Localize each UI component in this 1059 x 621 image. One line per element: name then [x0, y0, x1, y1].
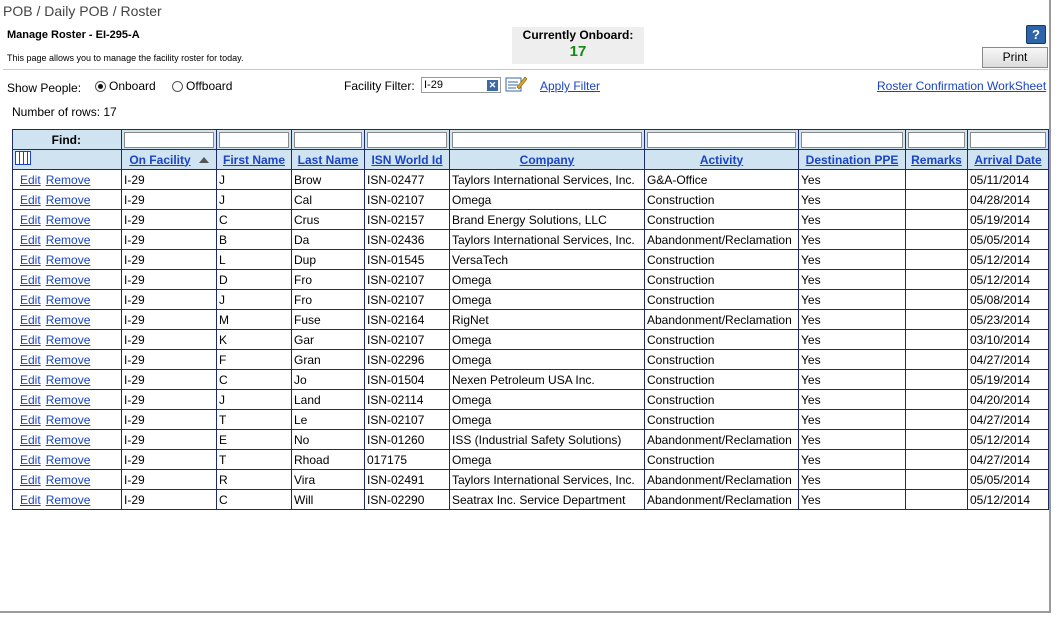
cell-arrival-date: 05/19/2014 — [968, 210, 1049, 230]
help-icon[interactable]: ? — [1026, 25, 1046, 44]
cell-activity: Construction — [645, 390, 799, 410]
table-row — [13, 190, 1049, 210]
cell-isn-world-id: ISN-02491 — [365, 470, 450, 490]
find-cell — [799, 130, 906, 150]
cell-arrival-date: 05/12/2014 — [968, 250, 1049, 270]
cell-on-facility: I-29 — [122, 210, 217, 230]
cell-destination-ppe: Yes — [799, 430, 906, 450]
remove-link[interactable]: Remove — [45, 432, 91, 447]
find-destination-input[interactable] — [801, 132, 903, 148]
find-label: Find: — [13, 130, 122, 150]
edit-link[interactable]: Edit — [20, 432, 41, 447]
cell-arrival-date: 05/12/2014 — [968, 270, 1049, 290]
cell-arrival-date: 05/11/2014 — [968, 170, 1049, 190]
cell-isn-world-id: ISN-02477 — [365, 170, 450, 190]
cell-destination-ppe: Yes — [799, 410, 906, 430]
edit-link[interactable]: Edit — [20, 492, 41, 507]
row-actions — [13, 250, 122, 270]
cell-activity: Construction — [645, 250, 799, 270]
cell-destination-ppe: Yes — [799, 270, 906, 290]
table-row — [13, 330, 1049, 350]
edit-link[interactable]: Edit — [20, 392, 41, 407]
cell-arrival-date: 05/23/2014 — [968, 310, 1049, 330]
cell-arrival-date: 05/12/2014 — [968, 490, 1049, 510]
cell-activity: Construction — [645, 450, 799, 470]
cell-destination-ppe: Yes — [799, 190, 906, 210]
cell-company: Omega — [450, 190, 645, 210]
row-actions — [13, 490, 122, 510]
cell-company: Brand Energy Solutions, LLC — [450, 210, 645, 230]
cell-first-name: C — [217, 490, 292, 510]
cell-isn-world-id: ISN-02107 — [365, 330, 450, 350]
cell-activity: Abandonment/Reclamation — [645, 230, 799, 250]
cell-remarks — [906, 210, 968, 230]
remove-link[interactable]: Remove — [45, 412, 91, 427]
find-cell — [968, 130, 1049, 150]
cell-remarks — [906, 490, 968, 510]
cell-last-name: Dup — [292, 250, 365, 270]
header-first-name[interactable]: First Name — [217, 150, 292, 170]
cell-destination-ppe: Yes — [799, 230, 906, 250]
cell-remarks — [906, 410, 968, 430]
cell-last-name: Land — [292, 390, 365, 410]
cell-last-name: No — [292, 430, 365, 450]
row-actions — [13, 190, 122, 210]
find-row — [13, 130, 1049, 150]
cell-first-name: R — [217, 470, 292, 490]
clear-filter-icon[interactable]: ✕ — [488, 80, 497, 90]
header-row — [13, 150, 1049, 170]
cell-destination-ppe: Yes — [799, 310, 906, 330]
cell-on-facility: I-29 — [122, 310, 217, 330]
cell-arrival-date: 03/10/2014 — [968, 330, 1049, 350]
cell-first-name: T — [217, 410, 292, 430]
find-cell — [292, 130, 365, 150]
cell-last-name: Cal — [292, 190, 365, 210]
radio-offboard-button[interactable] — [172, 81, 183, 92]
row-actions — [13, 370, 122, 390]
row-actions — [13, 390, 122, 410]
cell-remarks — [906, 470, 968, 490]
remove-link[interactable]: Remove — [45, 392, 91, 407]
cell-on-facility: I-29 — [122, 370, 217, 390]
cell-first-name: K — [217, 330, 292, 350]
remove-link[interactable]: Remove — [45, 232, 91, 247]
edit-link[interactable]: Edit — [20, 332, 41, 347]
cell-first-name: E — [217, 430, 292, 450]
cell-isn-world-id: ISN-02114 — [365, 390, 450, 410]
find-remarks-input[interactable] — [908, 132, 965, 148]
cell-activity: G&A-Office — [645, 170, 799, 190]
find-cell — [645, 130, 799, 150]
table-row — [13, 310, 1049, 330]
page-title: Manage Roster - EI-295-A — [7, 29, 140, 41]
cell-company: Omega — [450, 330, 645, 350]
cell-on-facility: I-29 — [122, 350, 217, 370]
cell-on-facility: I-29 — [122, 230, 217, 250]
table-row — [13, 410, 1049, 430]
header-destination-ppe[interactable]: Destination PPE — [799, 150, 906, 170]
radio-onboard-label: Onboard — [109, 79, 156, 93]
table-row — [13, 230, 1049, 250]
cell-destination-ppe: Yes — [799, 330, 906, 350]
cell-first-name: L — [217, 250, 292, 270]
cell-on-facility: I-29 — [122, 410, 217, 430]
cell-on-facility: I-29 — [122, 390, 217, 410]
cell-remarks — [906, 330, 968, 350]
cell-activity: Abandonment/Reclamation — [645, 470, 799, 490]
cell-on-facility: I-29 — [122, 190, 217, 210]
edit-link[interactable]: Edit — [20, 172, 41, 187]
cell-remarks — [906, 310, 968, 330]
remove-link[interactable]: Remove — [45, 452, 91, 467]
cell-isn-world-id: ISN-02436 — [365, 230, 450, 250]
cell-first-name: M — [217, 310, 292, 330]
cell-first-name: D — [217, 270, 292, 290]
edit-filter-icon[interactable] — [505, 75, 527, 93]
cell-remarks — [906, 430, 968, 450]
row-actions — [13, 430, 122, 450]
cell-destination-ppe: Yes — [799, 290, 906, 310]
cell-company: Taylors International Services, Inc. — [450, 170, 645, 190]
table-row — [13, 450, 1049, 470]
cell-on-facility: I-29 — [122, 490, 217, 510]
cell-company: ISS (Industrial Safety Solutions) — [450, 430, 645, 450]
cell-last-name: Vira — [292, 470, 365, 490]
cell-company: Nexen Petroleum USA Inc. — [450, 370, 645, 390]
breadcrumb: POB / Daily POB / Roster — [3, 3, 162, 19]
cell-first-name: C — [217, 210, 292, 230]
cell-on-facility: I-29 — [122, 330, 217, 350]
cell-remarks — [906, 370, 968, 390]
row-actions — [13, 330, 122, 350]
find-cell — [906, 130, 968, 150]
cell-on-facility: I-29 — [122, 170, 217, 190]
cell-destination-ppe: Yes — [799, 370, 906, 390]
cell-last-name: Fro — [292, 290, 365, 310]
cell-company: Omega — [450, 290, 645, 310]
cell-isn-world-id: ISN-02107 — [365, 270, 450, 290]
cell-destination-ppe: Yes — [799, 350, 906, 370]
edit-link[interactable]: Edit — [20, 412, 41, 427]
cell-isn-world-id: ISN-02296 — [365, 350, 450, 370]
table-row — [13, 490, 1049, 510]
find-cell — [365, 130, 450, 150]
edit-link[interactable]: Edit — [20, 312, 41, 327]
cell-company: Omega — [450, 270, 645, 290]
cell-first-name: J — [217, 170, 292, 190]
table-row — [13, 170, 1049, 190]
cell-activity: Construction — [645, 410, 799, 430]
radio-offboard-label: Offboard — [186, 79, 233, 93]
cell-first-name: C — [217, 370, 292, 390]
cell-arrival-date: 05/05/2014 — [968, 230, 1049, 250]
cell-arrival-date: 04/27/2014 — [968, 410, 1049, 430]
row-actions — [13, 170, 122, 190]
cell-last-name: Crus — [292, 210, 365, 230]
cell-on-facility: I-29 — [122, 250, 217, 270]
column-chooser-icon[interactable] — [15, 151, 31, 165]
remove-link[interactable]: Remove — [45, 352, 91, 367]
cell-on-facility: I-29 — [122, 270, 217, 290]
cell-first-name: B — [217, 230, 292, 250]
cell-company: Omega — [450, 350, 645, 370]
cell-last-name: Rhoad — [292, 450, 365, 470]
column-selector-header[interactable] — [13, 150, 122, 170]
cell-isn-world-id: ISN-02107 — [365, 190, 450, 210]
roster-table — [12, 129, 1049, 510]
cell-activity: Construction — [645, 270, 799, 290]
cell-isn-world-id: ISN-02107 — [365, 290, 450, 310]
onboard-summary — [512, 27, 644, 64]
facility-filter-label: Facility Filter: — [344, 79, 415, 93]
table-row — [13, 370, 1049, 390]
table-row — [13, 210, 1049, 230]
remove-link[interactable]: Remove — [45, 212, 91, 227]
cell-first-name: J — [217, 190, 292, 210]
cell-arrival-date: 05/05/2014 — [968, 470, 1049, 490]
remove-link[interactable]: Remove — [45, 272, 91, 287]
header-company[interactable]: Company — [450, 150, 645, 170]
cell-destination-ppe: Yes — [799, 170, 906, 190]
row-actions — [13, 270, 122, 290]
cell-first-name: T — [217, 450, 292, 470]
table-row — [13, 270, 1049, 290]
cell-destination-ppe: Yes — [799, 490, 906, 510]
find-isn-input[interactable] — [367, 132, 447, 148]
cell-remarks — [906, 390, 968, 410]
cell-isn-world-id: ISN-02164 — [365, 310, 450, 330]
cell-isn-world-id: ISN-02107 — [365, 410, 450, 430]
cell-isn-world-id: ISN-01260 — [365, 430, 450, 450]
row-actions — [13, 310, 122, 330]
header-last-name[interactable]: Last Name — [292, 150, 365, 170]
cell-destination-ppe: Yes — [799, 470, 906, 490]
page-description: This page allows you to manage the facility roster for today. — [7, 53, 244, 63]
table-row — [13, 250, 1049, 270]
cell-remarks — [906, 230, 968, 250]
radio-onboard[interactable] — [95, 79, 156, 93]
find-arrival-input[interactable] — [970, 132, 1046, 148]
find-cell — [122, 130, 217, 150]
header-on-facility[interactable] — [122, 150, 217, 170]
cell-activity: Construction — [645, 190, 799, 210]
cell-company: Taylors International Services, Inc. — [450, 230, 645, 250]
onboard-label: Currently Onboard: — [522, 28, 634, 42]
sort-asc-icon — [199, 157, 209, 163]
cell-activity: Abandonment/Reclamation — [645, 310, 799, 330]
cell-destination-ppe: Yes — [799, 450, 906, 470]
table-row — [13, 290, 1049, 310]
remove-link[interactable]: Remove — [45, 172, 91, 187]
rows-count: Number of rows: 17 — [12, 105, 117, 119]
cell-remarks — [906, 450, 968, 470]
cell-company: RigNet — [450, 310, 645, 330]
cell-company: Seatrax Inc. Service Department — [450, 490, 645, 510]
row-actions — [13, 230, 122, 250]
cell-first-name: J — [217, 390, 292, 410]
edit-link[interactable]: Edit — [20, 212, 41, 227]
cell-destination-ppe: Yes — [799, 250, 906, 270]
cell-last-name: Fro — [292, 270, 365, 290]
remove-link[interactable]: Remove — [45, 332, 91, 347]
cell-destination-ppe: Yes — [799, 210, 906, 230]
table-row — [13, 350, 1049, 370]
cell-remarks — [906, 170, 968, 190]
cell-arrival-date: 04/28/2014 — [968, 190, 1049, 210]
cell-activity: Abandonment/Reclamation — [645, 430, 799, 450]
cell-isn-world-id: ISN-01504 — [365, 370, 450, 390]
row-actions — [13, 410, 122, 430]
find-cell — [450, 130, 645, 150]
edit-link[interactable]: Edit — [20, 292, 41, 307]
remove-link[interactable]: Remove — [45, 492, 91, 507]
find-company-input[interactable] — [452, 132, 642, 148]
cell-on-facility: I-29 — [122, 430, 217, 450]
radio-onboard-button[interactable] — [95, 81, 106, 92]
print-button[interactable]: Print — [982, 47, 1048, 68]
cell-isn-world-id: ISN-01545 — [365, 250, 450, 270]
cell-company: Omega — [450, 390, 645, 410]
cell-last-name: Da — [292, 230, 365, 250]
cell-arrival-date: 05/19/2014 — [968, 370, 1049, 390]
cell-on-facility: I-29 — [122, 470, 217, 490]
edit-link[interactable]: Edit — [20, 452, 41, 467]
header-isn-world-id[interactable]: ISN World Id — [365, 150, 450, 170]
remove-link[interactable]: Remove — [45, 372, 91, 387]
find-last-name-input[interactable] — [294, 132, 362, 148]
cell-remarks — [906, 350, 968, 370]
edit-link[interactable]: Edit — [20, 192, 41, 207]
cell-on-facility: I-29 — [122, 450, 217, 470]
cell-last-name: Will — [292, 490, 365, 510]
cell-on-facility: I-29 — [122, 290, 217, 310]
row-actions — [13, 210, 122, 230]
edit-link[interactable]: Edit — [20, 372, 41, 387]
cell-activity: Abandonment/Reclamation — [645, 490, 799, 510]
cell-first-name: J — [217, 290, 292, 310]
header-activity[interactable]: Activity — [645, 150, 799, 170]
cell-arrival-date: 04/27/2014 — [968, 450, 1049, 470]
row-actions — [13, 290, 122, 310]
cell-activity: Construction — [645, 210, 799, 230]
cell-activity: Construction — [645, 330, 799, 350]
remove-link[interactable]: Remove — [45, 472, 91, 487]
roster-body — [13, 170, 1049, 510]
table-row — [13, 470, 1049, 490]
edit-link[interactable]: Edit — [20, 352, 41, 367]
find-first-name-input[interactable] — [219, 132, 289, 148]
cell-arrival-date: 05/12/2014 — [968, 430, 1049, 450]
edit-link[interactable]: Edit — [20, 232, 41, 247]
apply-filter-link[interactable]: Apply Filter — [540, 79, 601, 93]
cell-last-name: Gar — [292, 330, 365, 350]
find-cell — [217, 130, 292, 150]
radio-offboard[interactable] — [172, 79, 232, 93]
cell-last-name: Gran — [292, 350, 365, 370]
cell-activity: Construction — [645, 350, 799, 370]
cell-destination-ppe: Yes — [799, 390, 906, 410]
row-actions — [13, 350, 122, 370]
remove-link[interactable]: Remove — [45, 252, 91, 267]
cell-isn-world-id: 017175 — [365, 450, 450, 470]
cell-last-name: Jo — [292, 370, 365, 390]
cell-remarks — [906, 270, 968, 290]
cell-last-name: Le — [292, 410, 365, 430]
row-actions — [13, 470, 122, 490]
roster-worksheet-link[interactable]: Roster Confirmation WorkSheet — [877, 79, 1047, 93]
show-people-label: Show People: — [7, 81, 82, 95]
cell-arrival-date: 04/20/2014 — [968, 390, 1049, 410]
cell-company: VersaTech — [450, 250, 645, 270]
cell-company: Taylors International Services, Inc. — [450, 470, 645, 490]
cell-activity: Construction — [645, 290, 799, 310]
find-activity-input[interactable] — [647, 132, 796, 148]
header-arrival-date[interactable]: Arrival Date — [968, 150, 1049, 170]
cell-company: Omega — [450, 410, 645, 430]
table-row — [13, 430, 1049, 450]
cell-remarks — [906, 190, 968, 210]
edit-link[interactable]: Edit — [20, 472, 41, 487]
cell-arrival-date: 04/27/2014 — [968, 350, 1049, 370]
header-remarks[interactable]: Remarks — [906, 150, 968, 170]
cell-last-name: Fuse — [292, 310, 365, 330]
cell-isn-world-id: ISN-02157 — [365, 210, 450, 230]
edit-link[interactable]: Edit — [20, 272, 41, 287]
cell-first-name: F — [217, 350, 292, 370]
cell-activity: Construction — [645, 370, 799, 390]
remove-link[interactable]: Remove — [45, 292, 91, 307]
remove-link[interactable]: Remove — [45, 192, 91, 207]
divider — [3, 69, 1048, 70]
cell-last-name: Brow — [292, 170, 365, 190]
row-actions — [13, 450, 122, 470]
remove-link[interactable]: Remove — [45, 312, 91, 327]
table-row — [13, 390, 1049, 410]
cell-remarks — [906, 290, 968, 310]
onboard-count: 17 — [569, 43, 587, 60]
cell-arrival-date: 05/08/2014 — [968, 290, 1049, 310]
find-on-facility-input[interactable] — [124, 132, 214, 148]
cell-company: Omega — [450, 450, 645, 470]
cell-remarks — [906, 250, 968, 270]
cell-isn-world-id: ISN-02290 — [365, 490, 450, 510]
header-label[interactable]: On Facility — [129, 152, 191, 167]
edit-link[interactable]: Edit — [20, 252, 41, 267]
